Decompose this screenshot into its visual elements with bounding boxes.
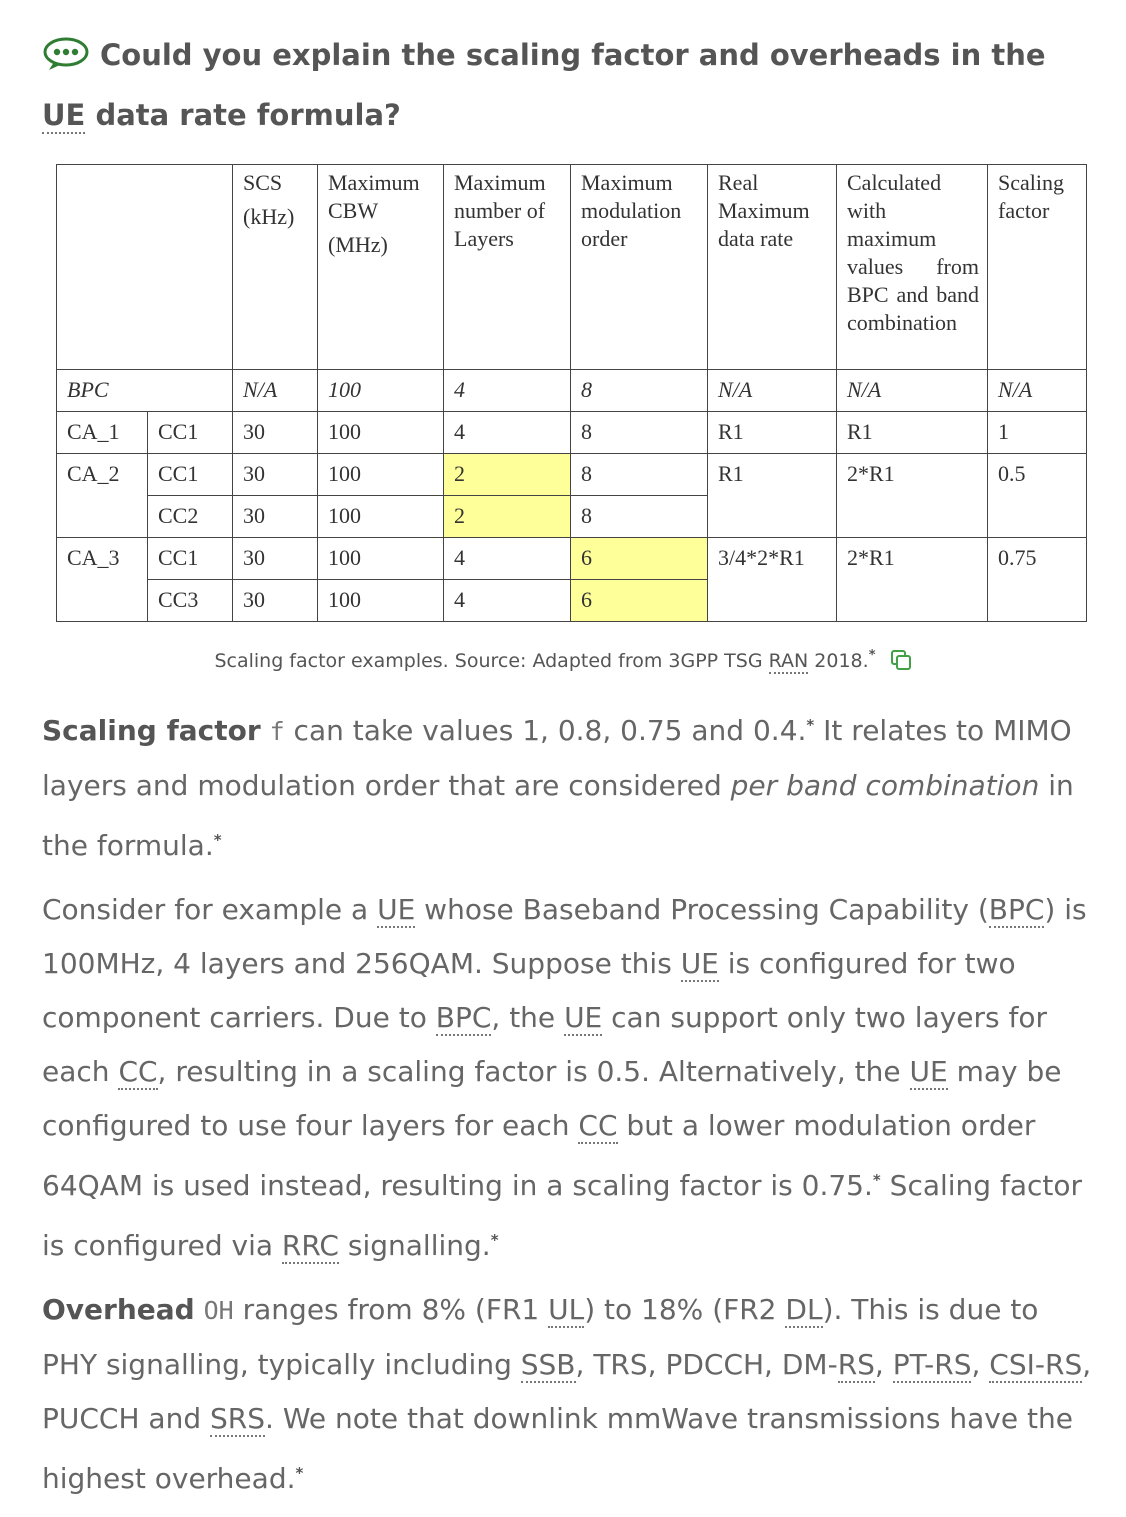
table-row-ca2-cc2: CC2 30 100 2 8 [57, 496, 1087, 538]
abbr-csi-rs[interactable]: CSI-RS [989, 1348, 1083, 1381]
abbr-cc[interactable]: CC [578, 1109, 618, 1142]
abbr-pt-rs[interactable]: PT-RS [892, 1348, 972, 1381]
header-scaling: Scaling factor [988, 165, 1087, 370]
paragraph-overhead: Overhead OH ranges from 8% (FR1 UL) to 18% (FR2 DL). This is due to PHY signalling, typically including SSB, TRS, PDCCH, DM-RS, PT-RS, CSI-RS, PUCCH and SRS. We note that downlink mmWave transmissions have the highest overhead.* [42, 1293, 1092, 1495]
reference-marker[interactable]: * [806, 716, 815, 734]
reference-marker[interactable]: * [295, 1464, 304, 1482]
abbr-ue[interactable]: UE [680, 947, 719, 980]
abbr-ue[interactable]: UE [377, 893, 416, 926]
abbr-ue[interactable]: UE [909, 1055, 948, 1088]
reference-marker[interactable]: * [872, 1171, 881, 1189]
header-layers: Maximum number of Layers [444, 165, 571, 370]
abbr-ul[interactable]: UL [548, 1293, 585, 1326]
abbr-rs[interactable]: RS [837, 1348, 875, 1381]
abbr-ran[interactable]: RAN [768, 650, 809, 672]
abbr-ue[interactable]: UE [42, 98, 86, 132]
abbr-cc[interactable]: CC [118, 1055, 158, 1088]
table-row-ca1: CA_1 CC1 30 100 4 8 R1 R1 1 [57, 412, 1087, 454]
table-row-bpc: BPC N/A 100 4 8 N/A N/A N/A [57, 370, 1087, 412]
header-calculated: Calculated with maximum values from BPC and band combination [837, 165, 988, 370]
header-empty [57, 165, 233, 370]
copy-icon[interactable] [890, 649, 912, 676]
abbr-bpc[interactable]: BPC [435, 1001, 492, 1034]
question-heading: Could you explain the scaling factor and overheads in the UE data rate formula? [42, 28, 1082, 142]
table-row-ca3-cc3: CC3 30 100 4 6 [57, 580, 1087, 622]
header-scs: SCS (kHz) [233, 165, 318, 370]
speech-bubble-icon [42, 34, 90, 88]
reference-marker[interactable]: * [490, 1231, 499, 1249]
abbr-bpc[interactable]: BPC [988, 893, 1045, 926]
scaling-factor-table [56, 164, 1087, 622]
table-caption: Scaling factor examples. Source: Adapted from 3GPP TSG RAN 2018.* [0, 648, 1126, 676]
table-row-ca3-cc1: CA_3 CC1 30 100 4 6 3/4*2*R1 2*R1 0.75 [57, 538, 1087, 580]
header-cbw: Maximum CBW (MHz) [318, 165, 444, 370]
abbr-srs[interactable]: SRS [210, 1402, 266, 1435]
reference-marker[interactable]: * [868, 648, 876, 663]
reference-marker[interactable]: * [213, 831, 222, 849]
abbr-ssb[interactable]: SSB [520, 1348, 576, 1381]
abbr-dl[interactable]: DL [785, 1293, 823, 1326]
table-row-ca2-cc1: CA_2 CC1 30 100 2 8 R1 2*R1 0.5 [57, 454, 1087, 496]
header-real-rate: Real Maximum data rate [708, 165, 837, 370]
header-modulation: Maximum modulation order [571, 165, 708, 370]
abbr-rrc[interactable]: RRC [281, 1229, 339, 1262]
paragraph-scaling-factor: Scaling factor f can take values 1, 0.8, 0.75 and 0.4.* It relates to MIMO layers and modulation order that are considered per band combination in the formula.* [42, 714, 1074, 862]
paragraph-example: Consider for example a UE whose Baseband Processing Capability (BPC) is 100MHz, 4 layers and 256QAM. Suppose this UE is configured for two component carriers. Due to BPC, the UE can support only two layers for each CC, resulting in a scaling factor is 0.5. Alternatively, the UE may be configured to use four layers for each CC but a lower modulation order 64QAM is used instead, resulting in a scaling factor is 0.75.* Scaling factor is configured via RRC signalling.* [42, 893, 1087, 1262]
abbr-ue[interactable]: UE [564, 1001, 603, 1034]
